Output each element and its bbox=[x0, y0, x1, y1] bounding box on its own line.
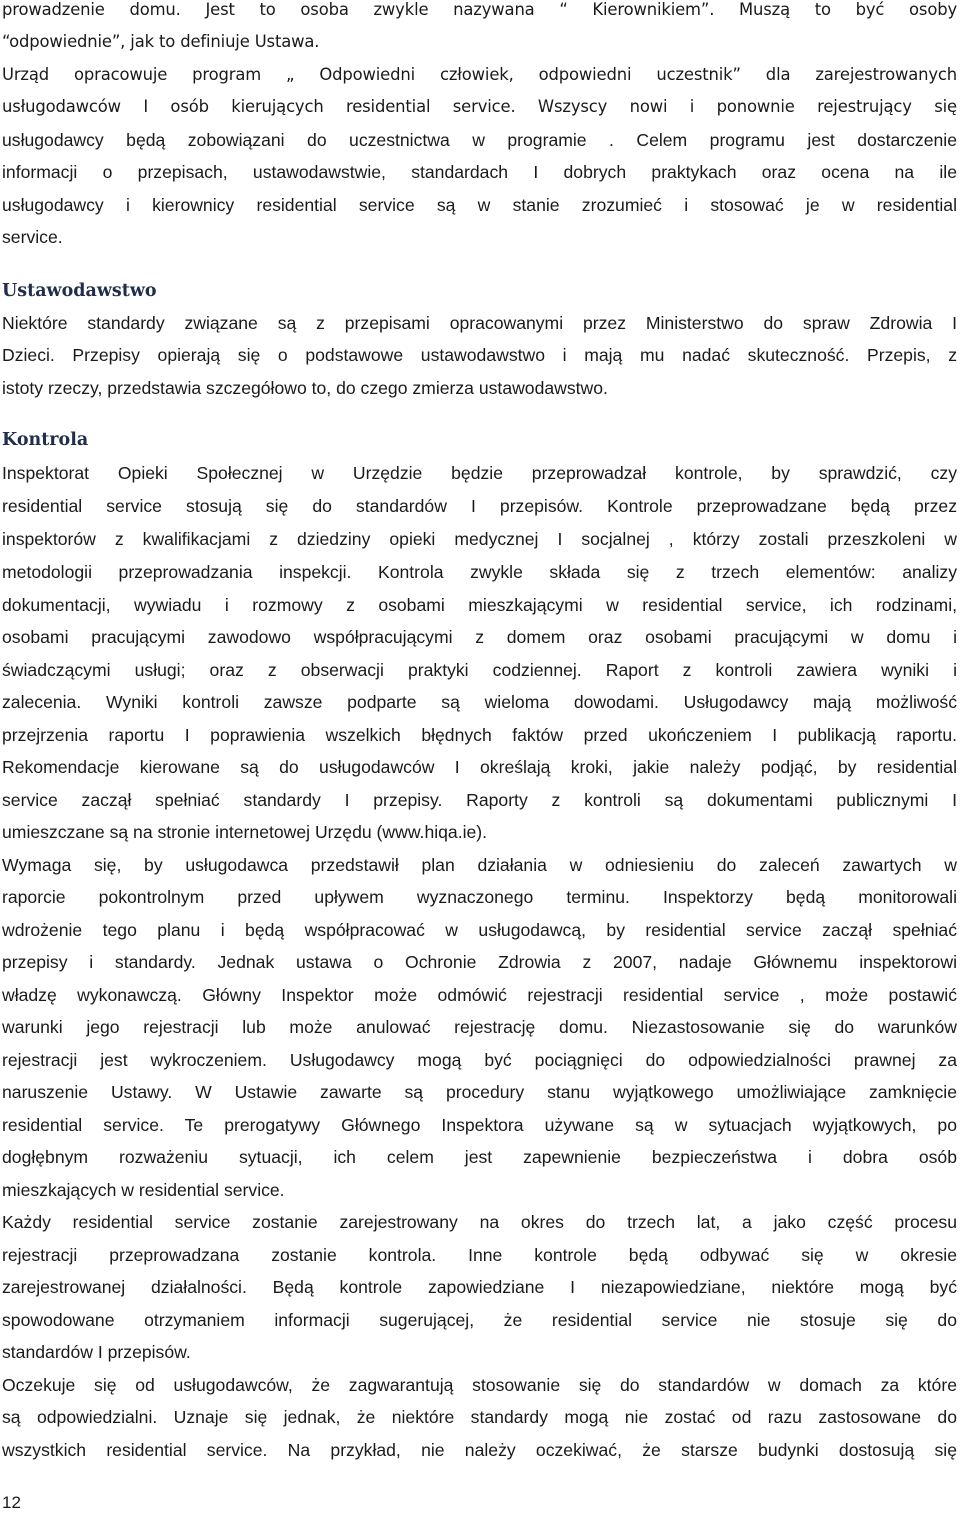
paragraph-line: władzę wykonawczą. Główny Inspektor może odmówić rejestracji residential service , może postawić bbox=[2, 985, 957, 1005]
paragraph-line: “odpowiednie”, jak to definiuje Ustawa. bbox=[2, 32, 320, 51]
paragraph-line: zalecenia. Wyniki kontroli zawsze podparte są wieloma dowodami. Usługodawcy mają możliwość bbox=[2, 692, 957, 712]
paragraph-line: Niektóre standardy związane są z przepisami opracowanymi przez Ministerstwo do spraw Zdrowia I bbox=[2, 313, 957, 333]
paragraph-line: Wymaga się, by usługodawca przedstawił plan działania w odniesieniu do zaleceń zawartych w bbox=[2, 855, 957, 875]
paragraph-line: residential service stosują się do standardów I przepisów. Kontrole przeprowadzane będą przez bbox=[2, 496, 957, 516]
paragraph-line: dogłębnym rozważeniu sytuacji, ich celem jest zapewnienie bezpieczeństwa i dobra osób bbox=[2, 1147, 957, 1167]
paragraph-line: świadczącymi usługi; oraz z obserwacji praktyki codziennej. Raport z kontroli zawiera wyniki i bbox=[2, 660, 957, 680]
paragraph-line: metodologii przeprowadzania inspekcji. Kontrola zwykle składa się z trzech elementów: analizy bbox=[2, 562, 957, 582]
page-number: 12 bbox=[2, 1493, 21, 1512]
paragraph-line: dokumentacji, wywiadu i rozmowy z osobami mieszkającymi w residential service, ich rodzinami, bbox=[2, 595, 957, 615]
paragraph-line: standardów I przepisów. bbox=[2, 1342, 191, 1362]
section-heading: Kontrola bbox=[2, 430, 89, 450]
paragraph-line: wszystkich residential service. Na przykład, nie należy oczekiwać, że starsze budynki dostosują się bbox=[2, 1440, 957, 1460]
paragraph-line: usługodawców I osób kierujących residential service. Wszyscy nowi i ponownie rejestrujący się bbox=[2, 97, 957, 116]
paragraph-line: zarejestrowanej działalności. Będą kontrole zapowiedziane I niezapowiedziane, niektóre mogą być bbox=[2, 1277, 957, 1297]
paragraph-line: są odpowiedzialni. Uznaje się jednak, że niektóre standardy mogą nie zostać od razu zastosowane do bbox=[2, 1407, 957, 1427]
paragraph-line: Dzieci. Przepisy opierają się o podstawowe ustawodawstwo i mają mu nadać skuteczność. Przepis, z bbox=[2, 345, 957, 365]
paragraph-line: rejestracji przeprowadzana zostanie kontrola. Inne kontrole będą odbywać się w okresie bbox=[2, 1245, 957, 1265]
paragraph-line: mieszkających w residential service. bbox=[2, 1180, 285, 1200]
paragraph-line: raporcie pokontrolnym przed upływem wyznaczonego terminu. Inspektorzy będą monitorowali bbox=[2, 887, 957, 907]
paragraph-line: Każdy residential service zostanie zarejestrowany na okres do trzech lat, a jako część procesu bbox=[2, 1212, 957, 1232]
paragraph-line: rejestracji jest wykroczeniem. Usługodawcy mogą być pociągnięci do odpowiedzialności prawnej za bbox=[2, 1050, 957, 1070]
paragraph-line: usługodawcy i kierownicy residential service są w stanie zrozumieć i stosować je w residential bbox=[2, 195, 957, 215]
paragraph-line: istoty rzeczy, przedstawia szczegółowo to, do czego zmierza ustawodawstwo. bbox=[2, 378, 608, 398]
paragraph-line: przepisy i standardy. Jednak ustawa o Ochronie Zdrowia z 2007, nadaje Głównemu inspektorowi bbox=[2, 952, 957, 972]
paragraph-line: przejrzenia raportu I poprawienia wszelkich błędnych faktów przed ukończeniem I publikacją raportu. bbox=[2, 725, 957, 745]
paragraph-line: Inspektorat Opieki Społecznej w Urzędzie będzie przeprowadzał kontrole, by sprawdzić, czy bbox=[2, 463, 957, 483]
paragraph-line: Oczekuje się od usługodawców, że zagwarantują stosowanie się do standardów w domach za które bbox=[2, 1375, 957, 1395]
paragraph-line: warunki jego rejestracji lub może anulować rejestrację domu. Niezastosowanie się do warunków bbox=[2, 1017, 957, 1037]
paragraph-line: informacji o przepisach, ustawodawstwie, standardach I dobrych praktykach oraz ocena na ile bbox=[2, 162, 957, 182]
paragraph-line: Rekomendacje kierowane są do usługodawców I określają kroki, jakie należy podjąć, by residential bbox=[2, 757, 957, 777]
paragraph-line: spowodowane otrzymaniem informacji sugerującej, że residential service nie stosuje się do bbox=[2, 1310, 957, 1330]
paragraph-line: prowadzenie domu. Jest to osoba zwykle nazywana “ Kierownikiem”. Muszą to być osoby bbox=[2, 0, 957, 19]
paragraph-line: usługodawcy będą zobowiązani do uczestnictwa w programie . Celem programu jest dostarczenie bbox=[2, 130, 957, 150]
paragraph-line: umieszczane są na stronie internetowej Urzędu (www.hiqa.ie). bbox=[2, 822, 488, 842]
paragraph-line: inspektorów z kwalifikacjami z dziedziny opieki medycznej I socjalnej , którzy zostali przeszkoleni w bbox=[2, 529, 957, 549]
paragraph-line: osobami pracującymi zawodowo współpracującymi z domem oraz osobami pracującymi w domu i bbox=[2, 627, 957, 647]
paragraph-line: wdrożenie tego planu i będą współpracować w usługodawcą, by residential service zaczął spełniać bbox=[2, 920, 957, 940]
paragraph-line: naruszenie Ustawy. W Ustawie zawarte są procedury stanu wyjątkowego umożliwiające zamknięcie bbox=[2, 1082, 957, 1102]
paragraph-line: Urząd opracowuje program „ Odpowiedni człowiek, odpowiedni uczestnik” dla zarejestrowanych bbox=[2, 65, 957, 84]
paragraph-line: service. bbox=[2, 227, 63, 247]
paragraph-line: service zaczął spełniać standardy I przepisy. Raporty z kontroli są dokumentami publicznymi I bbox=[2, 790, 957, 810]
section-heading: Ustawodawstwo bbox=[2, 281, 157, 301]
paragraph-line: residential service. Te prerogatywy Głównego Inspektora używane są w sytuacjach wyjątkowych, po bbox=[2, 1115, 957, 1135]
